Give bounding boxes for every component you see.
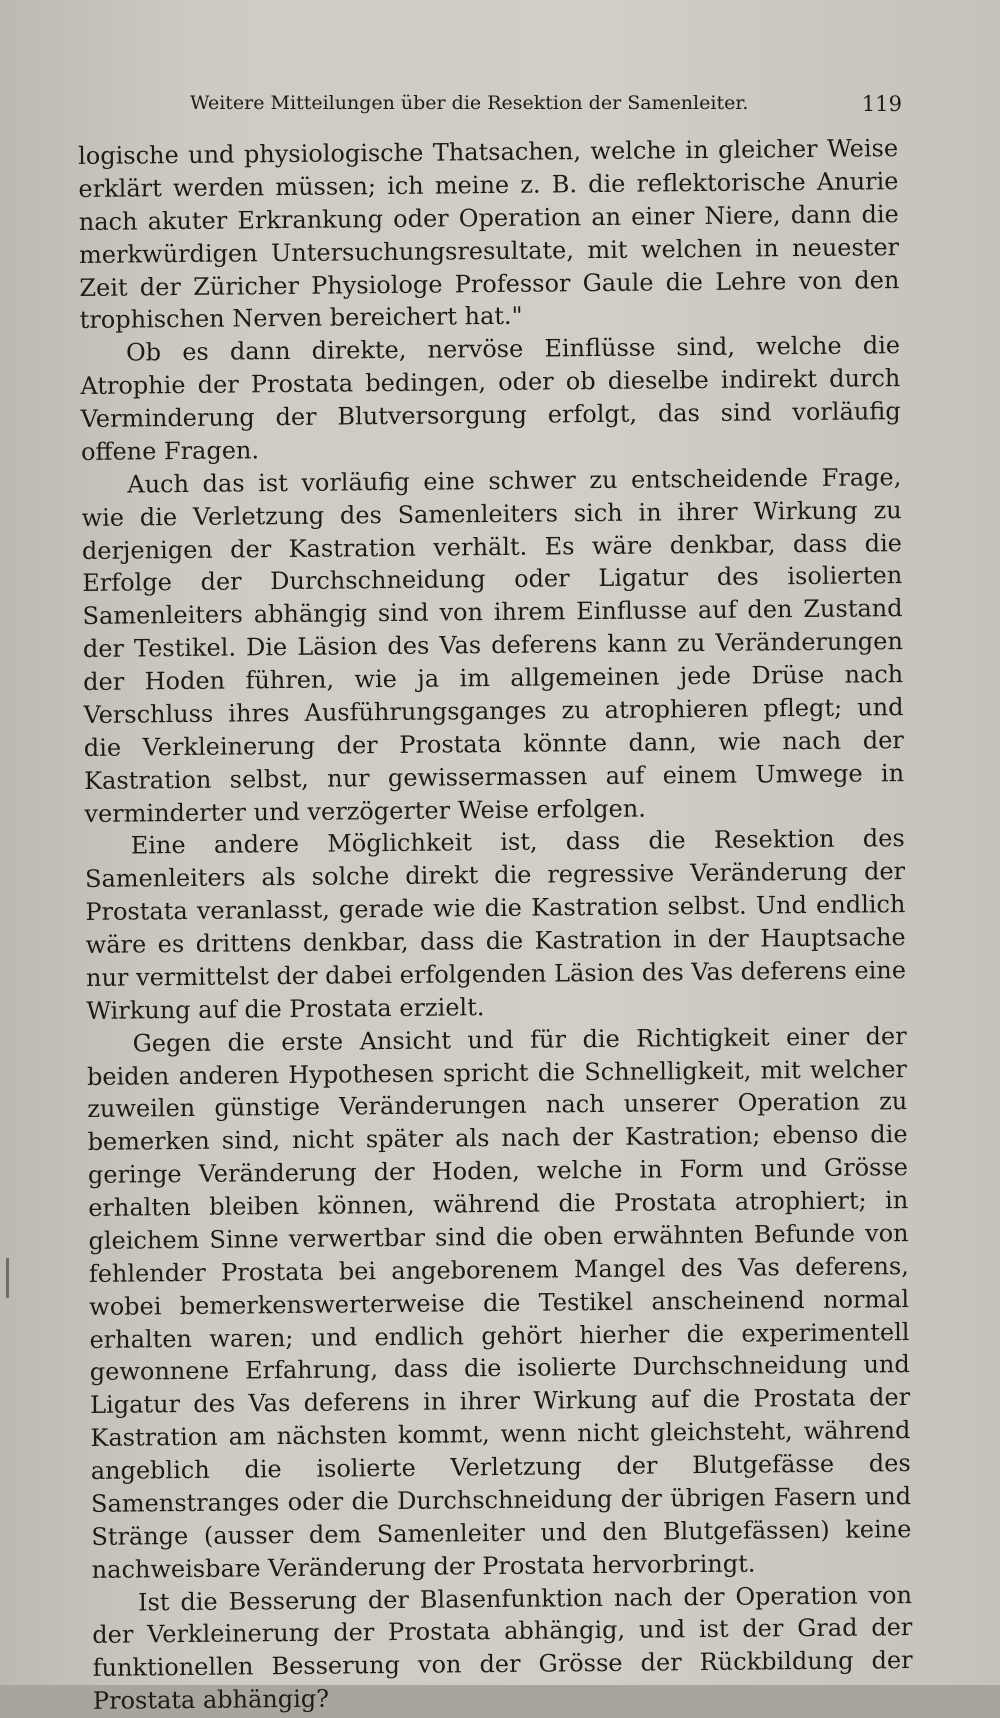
paragraph-6: Ist die Besserung der Blasenfunktion nach der Operation von der Verkleinerung der Prostata abhängig, und ist der Grad der funktionellen Besserung von der Grösse der Rückbildung der Prostata abhängig? (92, 1580, 913, 1716)
page-number: 119 (861, 92, 902, 116)
paragraph-2: Ob es dann direkte, nervöse Einflüsse sind, welche die Atrophie der Prostata bedingen, oder ob dieselbe indirekt durch Verminderung der Blutversorgung erfolgt, das sind vorläufig offene Fragen. (80, 331, 901, 466)
body-text (78, 132, 913, 1718)
paragraph-3: Auch das ist vorläufig eine schwer zu entscheidende Frage, wie die Verletzung des Samenleiters sich in ihrer Wirkung zu derjenigen der Kastration verhält. Es wäre denkbar, dass die Erfolge der Durchschneidung oder Ligatur des isolierten Samenleiters abhängig sind von ihrem Einflusse auf den Zustand der Testikel. Die Läsion des Vas deferens kann zu Veränderungen der Hoden führen, wie ja im allgemeinen jede Drüse nach Verschluss ihres Ausführungsganges zu atrophieren pflegt; und die Verkleinerung der Prostata könnte dann, wie nach der Kastration selbst, nur gewissermassen auf einem Umwege in verminderter und verzögerter Weise erfolgen. (81, 462, 905, 828)
page-edge-mark (6, 1258, 9, 1298)
running-head: Weitere Mitteilungen über die Resektion der Samenleiter. (190, 92, 749, 114)
page-header (190, 92, 902, 122)
paragraph-1: logische und physiologische Thatsachen, welche in gleicher Weise erklärt werden müssen; ich meine z. B. die reflektorische Anurie nach akuter Erkrankung oder Operation an einer Niere, dann die merkwürdigen Untersuchungsresultate, mit welchen in neuester Zeit der Züricher Physiologe Professor Gaule die Lehre von den trophischen Nerven bereichert hat." (78, 134, 900, 335)
paragraph-4: Eine andere Möglichkeit ist, dass die Resektion des Samenleiters als solche direkt die regressive Veränderung der Prostata veranlasst, gerade wie die Kastration selbst. Und endlich wäre es drittens denkbar, dass die Kastration in der Hauptsache nur vermittelst der dabei erfolgenden Läsion des Vas deferens eine Wirkung auf die Prostata erzielt. (84, 824, 907, 1025)
paragraph-5: Gegen die erste Ansicht und für die Richtigkeit einer der beiden anderen Hypothesen spricht die Schnelligkeit, mit welcher zuweilen günstige Veränderungen nach unserer Operation zu bemerken sind, nicht später als nach der Kastration; ebenso die geringe Veränderung der Hoden, welche in Form und Grösse erhalten bleiben können, während die Prostata atrophiert; in gleichem Sinne verwertbar sind die oben erwähnten Befunde von fehlender Prostata bei angeborenem Mangel des Vas deferens, wobei bemerkenswerterweise die Testikel anscheinend normal erhalten waren; und endlich gehört hierher die experimentell gewonnene Erfahrung, dass die isolierte Durchschneidung und Ligatur des Vas deferens in ihrer Wirkung auf die Prostata der Kastration am nächsten kommt, wenn nicht gleichsteht, während angeblich die isolierte Verletzung der Blutgefässe des Samenstranges oder die Durchschneidung der übrigen Fasern und Stränge (ausser dem Samenleiter und den Blutgefässen) keine nachweisbare Veränderung der Prostata hervorbringt. (86, 1021, 912, 1584)
